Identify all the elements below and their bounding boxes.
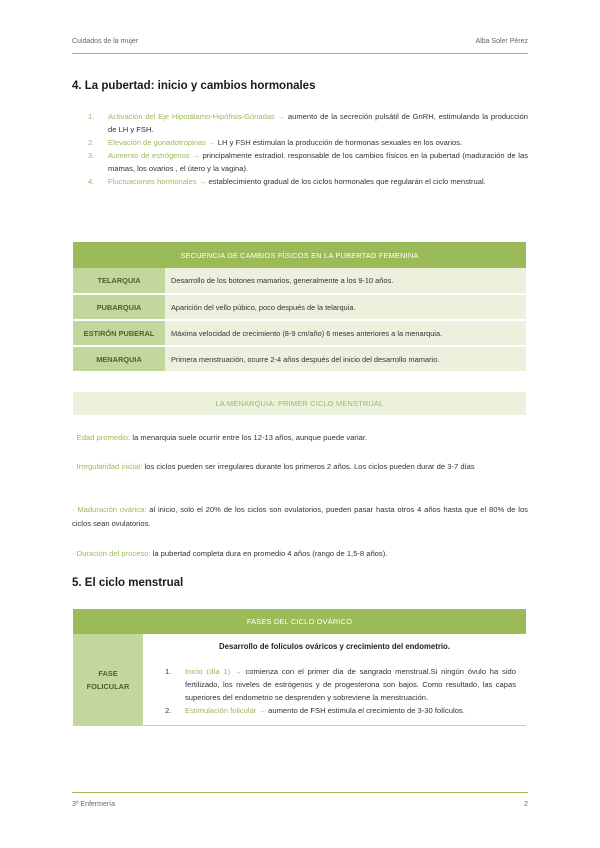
header-divider — [72, 53, 528, 54]
list-item: 1. Inicio (día 1) → comienza con el primer día de sangrado menstrual.Si ningún óvulo ha sido fertilizado, los niveles de estrógenos y de progesterona son bajos. Como resultado, las capas superiores del endometrio se desprenden y sobreviene la menstruación. — [165, 667, 516, 702]
phase-description — [143, 634, 526, 726]
footer-course: 3º Enfermería — [72, 801, 116, 808]
row-value: Desarrollo de los botones mamarios, generalmente a los 9-10 años. — [165, 268, 526, 294]
footer-divider — [72, 792, 528, 793]
row-value: Máxima velocidad de crecimiento (8-9 cm/año) 6 meses anteriores a la menarquia. — [165, 320, 526, 346]
list-item: 2. Estimulación folicular → aumento de FSH estimula el crecimiento de 3-30 folículos. — [165, 706, 465, 715]
list-item: 3. Aumento de estrógenos → principalmente estradiol. responsable de los cambios físicos en la pubertad (maduración de las mamas, los ovarios , el útero y la vagina). — [88, 151, 528, 173]
row-value: Aparición del vello púbico, poco después de la telarquia. — [165, 294, 526, 320]
table-row — [73, 634, 526, 726]
hormonal-changes-list — [88, 110, 528, 188]
table-row — [73, 346, 526, 372]
section-5-title: 5. El ciclo menstrual — [72, 577, 184, 589]
phases-table-title: FASES DEL CICLO OVÁRICO — [73, 609, 526, 634]
page-footer — [72, 801, 528, 808]
header-course: Cuidados de la mujer — [72, 38, 139, 45]
section-4-title: 4. La pubertad: inicio y cambios hormonales — [72, 80, 316, 92]
paragraph: · Duración del proceso: la pubertad completa dura en promedio 4 años (rango de 1,5-8 años). — [72, 549, 388, 558]
table-row — [73, 320, 526, 346]
row-key: ESTIRÓN PUBERAL — [73, 320, 165, 346]
table-row — [73, 294, 526, 320]
menarquia-banner: LA MENARQUIA: PRIMER CICLO MENSTRUAL — [73, 392, 526, 415]
ovarian-phases-table — [73, 609, 526, 726]
list-item: 2. Elevación de gonadotropinas → LH y FSH estimulan la producción de hormonas sexuales en los ovarios. — [88, 138, 463, 147]
list-item: 4. Fluctuaciones hormonales → establecimiento gradual de los ciclos hormonales que regularán el ciclo menstrual. — [88, 177, 486, 186]
puberty-sequence-table — [73, 242, 526, 373]
row-key: PUBARQUIA — [73, 294, 165, 320]
page-header — [72, 38, 528, 54]
row-key: MENARQUIA — [73, 346, 165, 372]
paragraph: · Irregularidad inicial: los ciclos pueden ser irregulares durante los primeros 2 años. Los ciclos pueden durar de 3-7 días — [72, 462, 475, 471]
sequence-table-title: SECUENCIA DE CAMBIOS FÍSICOS EN LA PUBERTAD FEMENINA — [73, 242, 526, 268]
phase-label: FASE FOLICULAR — [73, 634, 143, 726]
table-row — [73, 268, 526, 294]
paragraph: · Maduración ovárica: al inicio, solo el 20% de los ciclos son ovulatorios, pueden pasar hasta otros 4 años hasta que el 80% de los ciclos sean ovulatorios. — [72, 505, 528, 528]
phase-heading: Desarrollo de folículos ováricos y crecimiento del endometrio. — [219, 642, 450, 651]
row-value: Primera menstruación, ocurre 2-4 años después del inicio del desarrollo mamario. — [165, 346, 526, 372]
page-number: 2 — [524, 801, 528, 808]
paragraph: · Edad promedio: la menarquia suele ocurrir entre los 12-13 años, aunque puede variar. — [72, 433, 368, 442]
row-key: TELARQUIA — [73, 268, 165, 294]
list-item: 1. Activación del Eje Hipotálamo-Hipófisis-Gónadas → aumento de la secreción pulsátil de GnRH, estimulando la producción de LH y FSH. — [88, 112, 528, 134]
header-author: Alba Soler Pérez — [475, 38, 528, 45]
phase-steps-list — [153, 665, 516, 717]
